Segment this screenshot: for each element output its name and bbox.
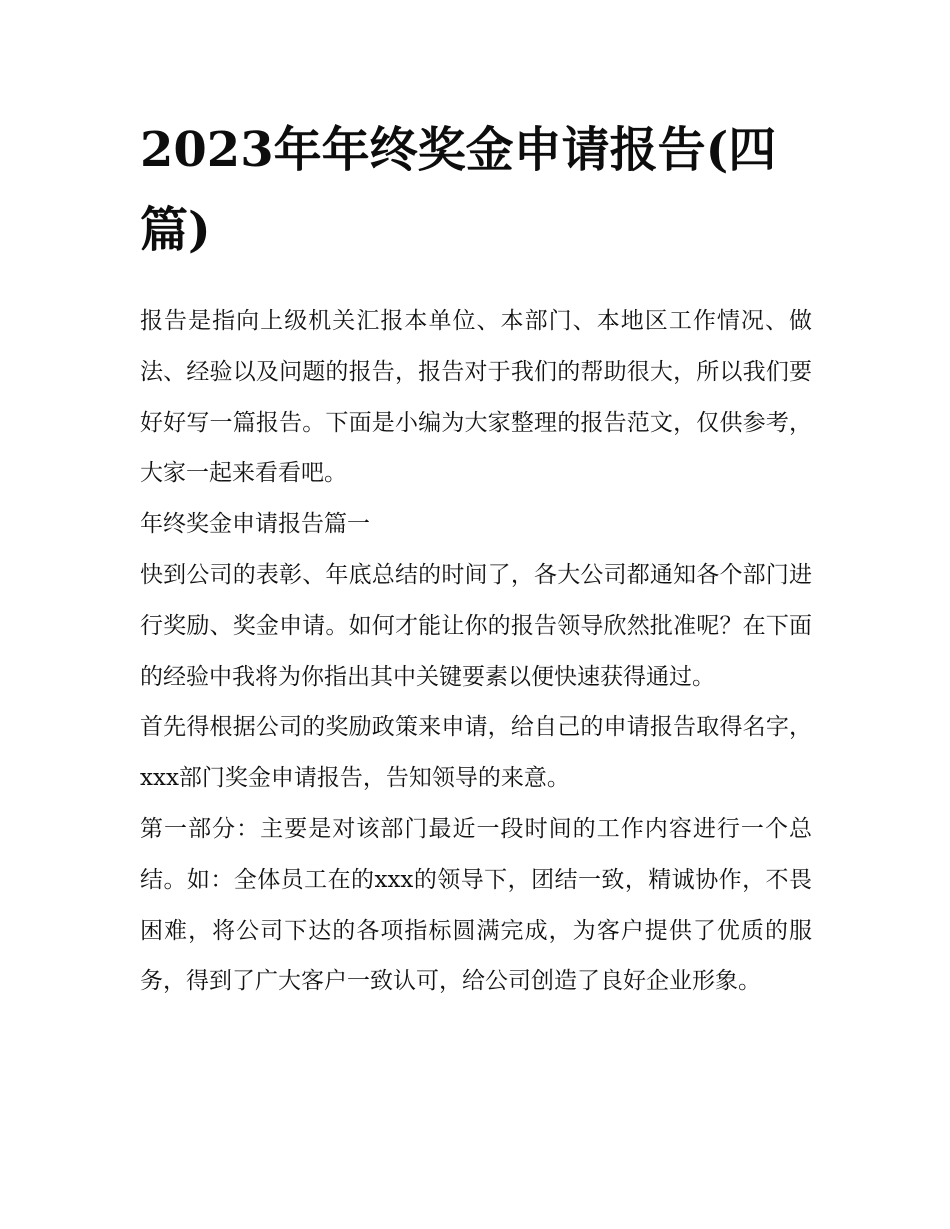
document-title: 2023年年终奖金申请报告(四篇) [140,122,777,258]
intro-paragraph: 报告是指向上级机关汇报本单位、本部门、本地区工作情况、做法、经验以及问题的报告，报告对于我们的帮助很大，所以我们要好好写一篇报告。下面是小编为大家整理的报告范文，仅供参考，大家一起来看看吧。 [140,308,812,487]
body-paragraph: 快到公司的表彰、年底总结的时间了，各大公司都通知各个部门进行奖励、奖金申请。如何才能让你的报告领导欣然批准呢？在下面的经验中我将为你指出其中关键要素以便快速获得通过。 [140,561,812,690]
document-body [140,296,812,1007]
body-paragraph: 第一部分：主要是对该部门最近一段时间的工作内容进行一个总结。如：全体员工在的xxx的领导下，团结一致，精诚协作，不畏困难，将公司下达的各项指标圆满完成，为客户提供了优质的服务，得到了广大客户一致认可，给公司创造了良好企业形象。 [140,815,812,995]
section-heading: 年终奖金申请报告篇一 [140,511,370,538]
document-page [140,110,812,1007]
body-paragraph: 首先得根据公司的奖励政策来申请，给自己的申请报告取得名字，xxx部门奖金申请报告，告知领导的来意。 [140,714,812,792]
